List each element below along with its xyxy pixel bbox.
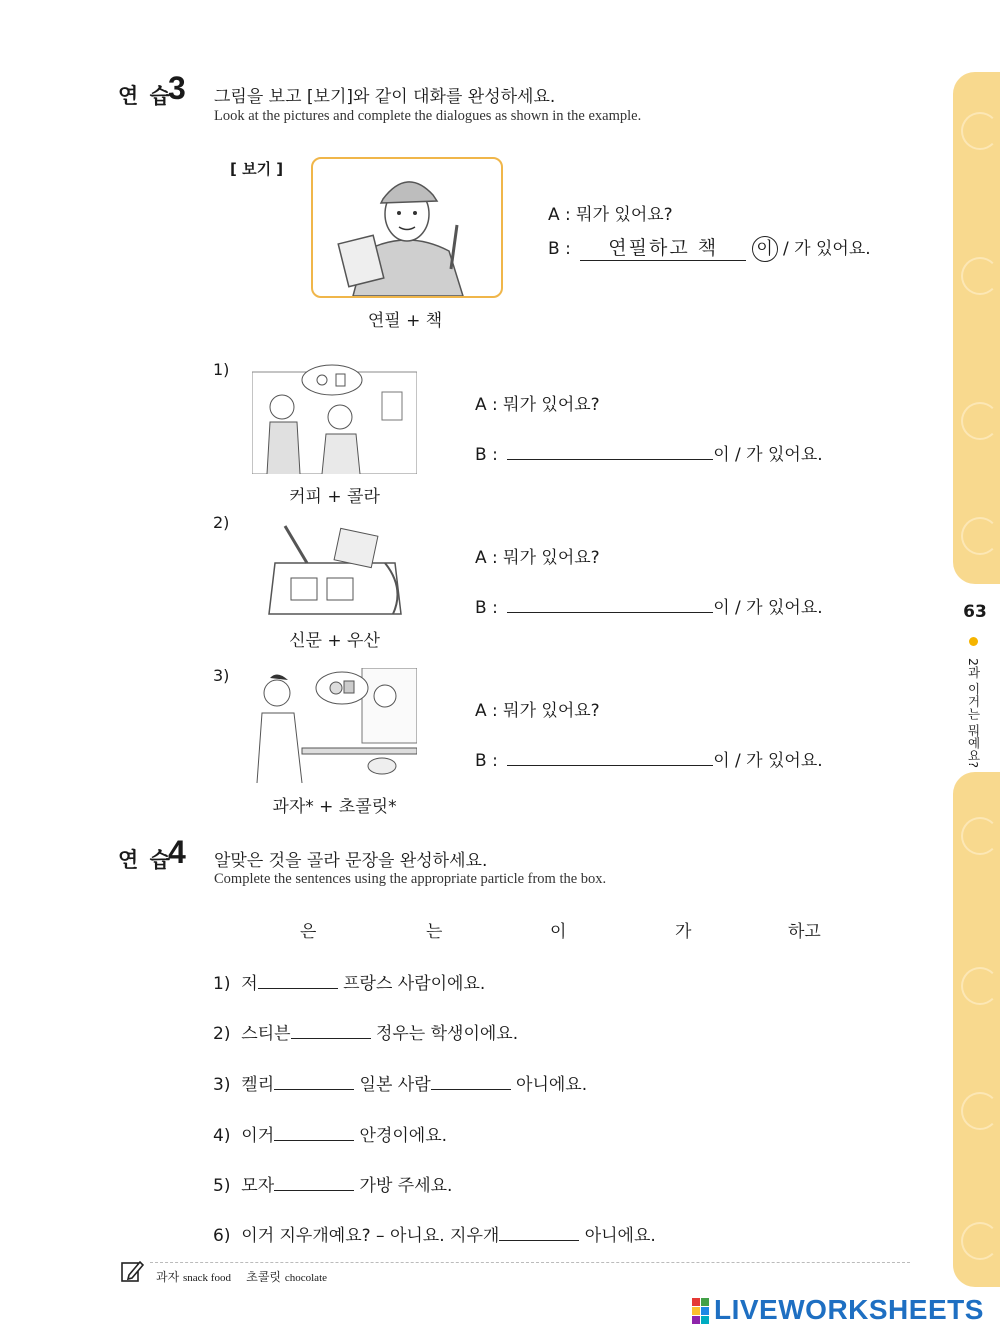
item-2-answer-blank[interactable] (507, 594, 713, 613)
item-3-answer-line (475, 746, 823, 771)
example-circled-particle: 이 (752, 236, 778, 262)
item-3-question: A : 뭐가 있어요? (475, 701, 600, 721)
item-3-number: 3) (213, 666, 230, 685)
sentence-3 (213, 1070, 587, 1095)
item-2-b-prefix: B : (475, 598, 498, 618)
vocab-1-en: snack food (183, 1272, 231, 1284)
exercise-4-title-ko: 알맞은 것을 골라 문장을 완성하세요. (214, 851, 488, 871)
item-3-b-suffix: 이 / 가 있어요. (713, 751, 823, 771)
item-3-caption: 과자* + 초콜릿* (272, 797, 397, 817)
sentence-6 (213, 1221, 656, 1246)
item-1-b-suffix: 이 / 가 있어요. (713, 445, 823, 465)
sentence-4-blank-1[interactable] (274, 1123, 354, 1141)
item-3-b-prefix: B : (475, 751, 498, 771)
chapter-bullet-icon (969, 637, 978, 646)
sentence-3-blank-2[interactable] (431, 1072, 511, 1090)
exercise-4-label: 연 습 (118, 848, 172, 872)
example-caption: 연필 + 책 (367, 311, 443, 331)
item-2-number: 2) (213, 513, 230, 532)
chapter-title: 2과 이거는 뭐예요? (966, 658, 981, 769)
item-1-picture (252, 362, 417, 474)
sentence-5-part-2: 가방 주세요. (359, 1176, 453, 1196)
sentence-2 (213, 1019, 518, 1044)
footer-vocab (156, 1268, 327, 1285)
exercise-3-title-en: Look at the pictures and complete the dialogues as shown in the example. (214, 108, 642, 124)
sentence-4-number: 4) (213, 1126, 231, 1146)
sentence-3-number: 3) (213, 1075, 231, 1095)
item-2-b-suffix: 이 / 가 있어요. (713, 598, 823, 618)
sentence-5-number: 5) (213, 1176, 231, 1196)
liveworksheets-brand[interactable]: LIVEWORKSHEETS (714, 1294, 984, 1325)
sentence-6-number: 6) (213, 1226, 231, 1246)
item-2-caption: 신문 + 우산 (289, 631, 380, 651)
vocab-1-ko: 과자 (156, 1270, 180, 1284)
sentence-1-part-2: 프랑스 사람이에요. (343, 974, 486, 994)
people-coffee-cola-illustration (252, 362, 417, 474)
item-1-question: A : 뭐가 있어요? (475, 395, 600, 415)
sentence-2-blank-1[interactable] (291, 1021, 371, 1039)
sentence-6-blank-1[interactable] (499, 1223, 579, 1241)
item-2-question: A : 뭐가 있어요? (475, 548, 600, 568)
liveworksheets-logo-icon (692, 1298, 710, 1324)
sentence-6-part-2: 아니에요. (584, 1226, 656, 1246)
man-with-pencil-and-book-illustration (313, 159, 501, 296)
sentence-1-number: 1) (213, 974, 231, 994)
sentence-2-part-2: 정우는 학생이에요. (375, 1024, 519, 1044)
sentence-3-part-2: 일본 사람 (359, 1075, 431, 1095)
exercise-4-number: 4 (168, 834, 186, 870)
example-answer-line (548, 233, 871, 262)
note-pencil-icon (120, 1259, 144, 1283)
item-1-caption: 커피 + 콜라 (289, 487, 380, 507)
item-1-answer-blank[interactable] (507, 441, 713, 460)
item-1-answer-line (475, 440, 823, 465)
example-picture (311, 157, 503, 298)
sentence-5 (213, 1171, 452, 1196)
exercise-3-number: 3 (168, 70, 186, 106)
sidebar-tab-bottom (953, 772, 1000, 1287)
item-1-number: 1) (213, 360, 230, 379)
sentence-3-part-1: 켈리 (241, 1075, 275, 1095)
particle-hago: 하고 (788, 922, 821, 942)
example-question: A : 뭐가 있어요? (548, 205, 673, 225)
item-1-b-prefix: B : (475, 445, 498, 465)
sentence-3-part-3: 아니에요. (516, 1075, 588, 1095)
example-label: [ 보기 ] (230, 160, 284, 178)
exercise-4-title-en: Complete the sentences using the appropriate particle from the box. (214, 871, 607, 887)
sentence-1 (213, 969, 485, 994)
sentence-2-number: 2) (213, 1024, 231, 1044)
sentence-1-part-1: 저 (241, 974, 258, 994)
item-3-answer-blank[interactable] (507, 747, 713, 766)
footer-divider (150, 1262, 910, 1263)
sentence-5-part-1: 모자 (241, 1176, 275, 1196)
sentence-2-part-1: 스티븐 (241, 1024, 291, 1044)
sentence-4-part-2: 안경이에요. (359, 1126, 448, 1146)
example-b-prefix: B : (548, 239, 571, 259)
example-handwritten-answer: 연필하고 책 (580, 233, 746, 261)
sentence-3-blank-1[interactable] (274, 1072, 354, 1090)
sentence-4 (213, 1121, 447, 1146)
item-2-picture (265, 518, 405, 618)
bag-newspaper-umbrella-illustration (265, 518, 405, 618)
particle-i: 이 (550, 922, 567, 942)
particle-neun: 는 (426, 922, 443, 942)
sentence-6-part-1: 이거 지우개예요? – 아니요. 지우개 (241, 1226, 500, 1246)
particle-eun: 은 (300, 922, 317, 942)
example-b-suffix: / 가 있어요. (783, 239, 871, 259)
sidebar-tab-top (953, 72, 1000, 584)
exercise-3-label: 연 습 (118, 84, 172, 108)
exercise-3-title-ko: 그림을 보고 [보기]와 같이 대화를 완성하세요. (214, 87, 556, 107)
particle-ga: 가 (675, 922, 692, 942)
page-number: 63 (963, 602, 987, 622)
item-3-picture (252, 668, 417, 783)
sentence-1-blank-1[interactable] (258, 971, 338, 989)
item-2-answer-line (475, 593, 823, 618)
store-snack-chocolate-illustration (252, 668, 417, 783)
sentence-5-blank-1[interactable] (274, 1173, 354, 1191)
vocab-2-en: chocolate (284, 1272, 328, 1284)
vocab-2-ko: 초콜릿 (246, 1270, 282, 1284)
sentence-4-part-1: 이거 (241, 1126, 275, 1146)
